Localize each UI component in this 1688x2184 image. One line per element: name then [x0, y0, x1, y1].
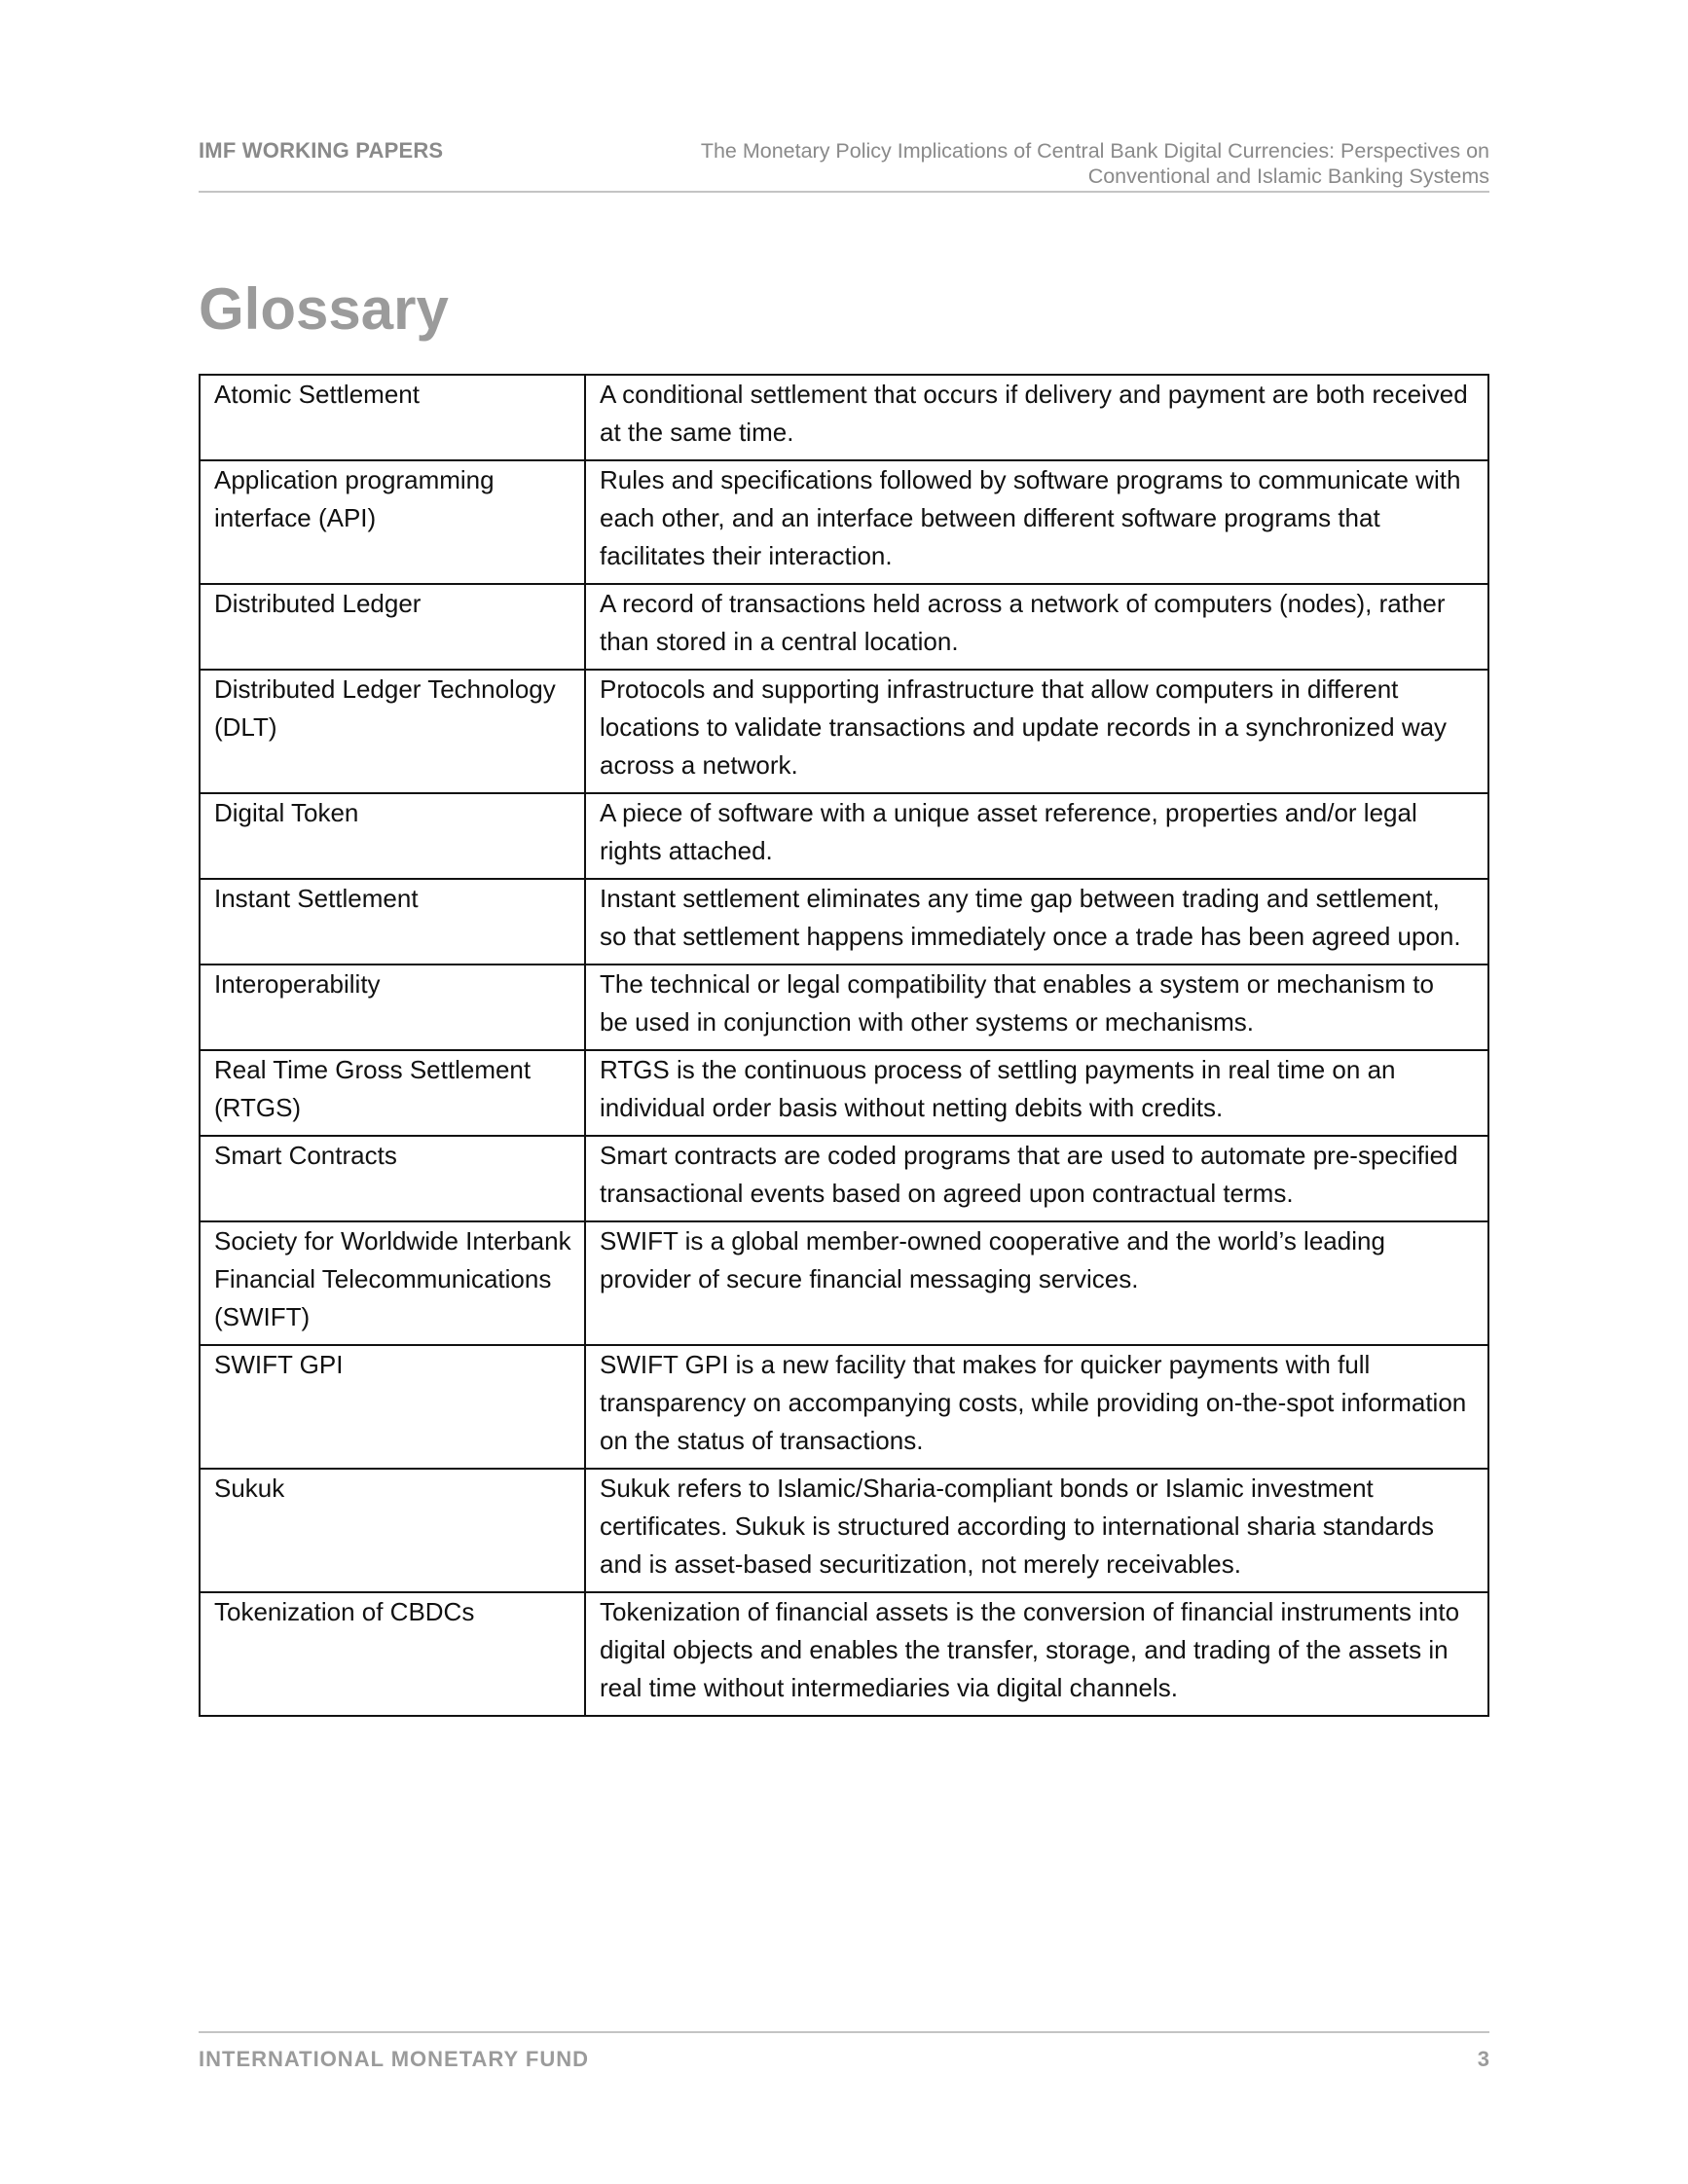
glossary-term: Smart Contracts [200, 1136, 585, 1221]
table-row [200, 1136, 1488, 1221]
paper-title-line-2: Conventional and Islamic Banking Systems [1087, 164, 1489, 188]
glossary-definition: A record of transactions held across a network of computers (nodes), rather than stored in a central location. [585, 584, 1488, 670]
glossary-term: Sukuk [200, 1469, 585, 1592]
glossary-term: Application programming interface (API) [200, 460, 585, 584]
paper-title-line-1: The Monetary Policy Implications of Central Bank Digital Currencies: Perspectives on [700, 139, 1489, 163]
table-row [200, 793, 1488, 879]
table-row [200, 1469, 1488, 1592]
glossary-term: Distributed Ledger Technology (DLT) [200, 670, 585, 793]
table-row [200, 1345, 1488, 1469]
paper-title [633, 138, 1489, 189]
glossary-definition: Protocols and supporting infrastructure that allow computers in different locations to validate transactions and update records in a synchronized way across a network. [585, 670, 1488, 793]
page-footer [199, 2031, 1489, 2071]
glossary-definition: RTGS is the continuous process of settling payments in real time on an individual order basis without netting debits with credits. [585, 1050, 1488, 1136]
glossary-term: Society for Worldwide Interbank Financial Telecommunications (SWIFT) [200, 1221, 585, 1345]
glossary-definition: Tokenization of financial assets is the conversion of financial instruments into digital objects and enables the transfer, storage, and trading of the assets in real time without intermediaries via digital channels. [585, 1592, 1488, 1716]
table-row [200, 1050, 1488, 1136]
glossary-definition: Instant settlement eliminates any time gap between trading and settlement, so that settlement happens immediately once a trade has been agreed upon. [585, 879, 1488, 965]
glossary-definition: Smart contracts are coded programs that are used to automate pre-specified transactional events based on agreed upon contractual terms. [585, 1136, 1488, 1221]
glossary-definition: The technical or legal compatibility that enables a system or mechanism to be used in conjunction with other systems or mechanisms. [585, 965, 1488, 1050]
glossary-term: Digital Token [200, 793, 585, 879]
glossary-table [199, 374, 1489, 1717]
page-number: 3 [1477, 2047, 1489, 2071]
page-header [199, 136, 1489, 193]
glossary-definition: Sukuk refers to Islamic/Sharia-compliant bonds or Islamic investment certificates. Sukuk is structured according to international sharia standards and is asset-based securitization, not merely receivables. [585, 1469, 1488, 1592]
glossary-term: Real Time Gross Settlement (RTGS) [200, 1050, 585, 1136]
glossary-term: Tokenization of CBDCs [200, 1592, 585, 1716]
table-row [200, 375, 1488, 460]
table-row [200, 965, 1488, 1050]
glossary-term: Interoperability [200, 965, 585, 1050]
series-title: IMF WORKING PAPERS [199, 138, 444, 163]
table-row [200, 584, 1488, 670]
glossary-definition: Rules and specifications followed by software programs to communicate with each other, and an interface between different software programs that facilitates their interaction. [585, 460, 1488, 584]
table-row [200, 460, 1488, 584]
glossary-term: Distributed Ledger [200, 584, 585, 670]
glossary-definition: SWIFT is a global member-owned cooperative and the world’s leading provider of secure financial messaging services. [585, 1221, 1488, 1345]
footer-organization: INTERNATIONAL MONETARY FUND [199, 2047, 589, 2071]
glossary-definition: A conditional settlement that occurs if delivery and payment are both received at the same time. [585, 375, 1488, 460]
glossary-definition: A piece of software with a unique asset reference, properties and/or legal rights attached. [585, 793, 1488, 879]
glossary-term: Atomic Settlement [200, 375, 585, 460]
glossary-term: SWIFT GPI [200, 1345, 585, 1469]
table-row [200, 1592, 1488, 1716]
table-row [200, 670, 1488, 793]
table-row [200, 1221, 1488, 1345]
table-row [200, 879, 1488, 965]
glossary-definition: SWIFT GPI is a new facility that makes for quicker payments with full transparency on accompanying costs, while providing on-the-spot information on the status of transactions. [585, 1345, 1488, 1469]
glossary-term: Instant Settlement [200, 879, 585, 965]
glossary-heading: Glossary [199, 276, 449, 342]
